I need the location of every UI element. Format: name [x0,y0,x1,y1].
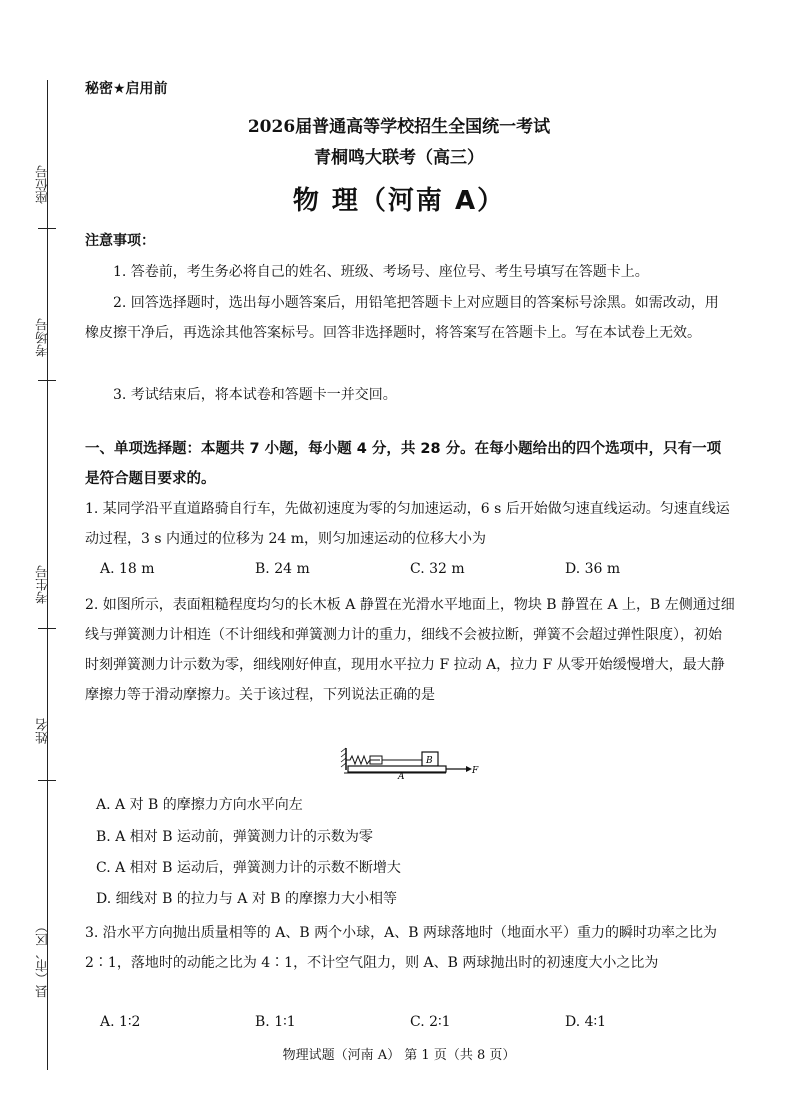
question-1-options [100,561,720,577]
sidebar-tick [38,380,56,381]
notice-item-1: 1. 答卷前，考生务必将自己的姓名、班级、考场号、座位号、考生号填写在答题卡上。 [113,264,649,280]
q3-option-b: B. 1∶1 [255,1014,296,1030]
notice-title: 注意事项： [85,233,155,249]
q1-option-b: B. 24 m [255,561,310,577]
question-3-stem: 3. 沿水平方向抛出质量相等的 A、B 两个小球，A、B 两球落地时（地面水平）重力的瞬时功率之比为 2∶1，落地时的动能之比为 4∶1，不计空气阻力，则 A、B 两球抛出时的初速度大小之比为 [85,925,717,971]
sidebar-tick [38,228,56,229]
q3-option-a: A. 1∶2 [100,1014,141,1030]
q1-option-a: A. 18 m [100,561,155,577]
sidebar-examinee-label: 考生号 [36,565,51,604]
q2-option-d: D. 细线对 B 的拉力与 A 对 B 的摩擦力大小相等 [96,891,398,907]
question-2-figure [340,744,480,784]
sidebar-name-label: 姓名 [36,718,51,744]
notice-item-3: 3. 考试结束后，将本试卷和答题卡一并交回。 [113,387,397,403]
question-1-stem: 1. 某同学沿平直道路骑自行车，先做初速度为零的匀加速运动，6 s 后开始做匀速直线运动。匀速直线运动过程，3 s 内通过的位移为 24 m，则匀加速运动的位移大小为 [85,501,730,547]
q1-option-d: D. 36 m [565,561,621,577]
exam-title: 2026届普通高等学校招生全国统一考试 [247,117,551,137]
notice-item-2: 2. 回答选择题时，选出每小题答案后，用铅笔把答题卡上对应题目的答案标号涂黑。如需改动，用橡皮擦干净后，再选涂其他答案标号。回答非选择题时，将答案写在答题卡上。写在本试卷上无效。 [85,295,719,341]
q3-option-d: D. 4∶1 [565,1014,607,1030]
question-2-stem: 2. 如图所示，表面粗糙程度均匀的长木板 A 静置在光滑水平地面上，物块 B 静置在 A 上，B 左侧通过细线与弹簧测力计相连（不计细线和弹簧测力计的重力，细线不会被拉断，弹簧不会超过弹性限度），初始时刻弹簧测力计示数为零，细线刚好伸直，现用水平拉力 F 拉动 A，拉力 F 从零开始缓慢增大，最大静摩擦力等于滑动摩擦力。关于该过程，下列说法正确的是 [85,597,735,703]
spring-scale [346,756,380,764]
page-footer: 物理试题（河南 A） 第 1 页（共 8 页） [282,1048,516,1063]
section-heading: 一、单项选择题：本题共 7 小题，每小题 4 分，共 28 分。在每小题给出的四个选项中，只有一项是符合题目要求的。 [85,441,722,487]
secret-mark: 秘密★启用前 [85,81,168,97]
label-b: B [426,756,433,766]
question-3-options [100,1014,720,1030]
q3-option-c: C. 2∶1 [410,1014,451,1030]
q2-option-a: A. A 对 B 的摩擦力方向水平向左 [96,797,303,813]
sidebar-tick [38,628,56,629]
q2-option-b: B. A 相对 B 运动前，弹簧测力计的示数为零 [96,829,373,845]
q1-option-c: C. 32 m [410,561,465,577]
subject-title: 物 理（河南 A） [292,186,506,216]
q2-option-c: C. A 相对 B 运动后，弹簧测力计的示数不断增大 [96,860,401,876]
board-a [348,766,446,772]
union-title: 青桐鸣大联考（高三） [314,148,484,168]
sidebar-seat-label: 座位号 [36,165,51,204]
sidebar-tick [38,780,56,781]
sidebar-county-label: 县（市、区） [36,920,51,998]
label-f: F [472,766,479,776]
sidebar-room-label: 考场号 [36,318,51,357]
label-a: A [398,772,405,782]
